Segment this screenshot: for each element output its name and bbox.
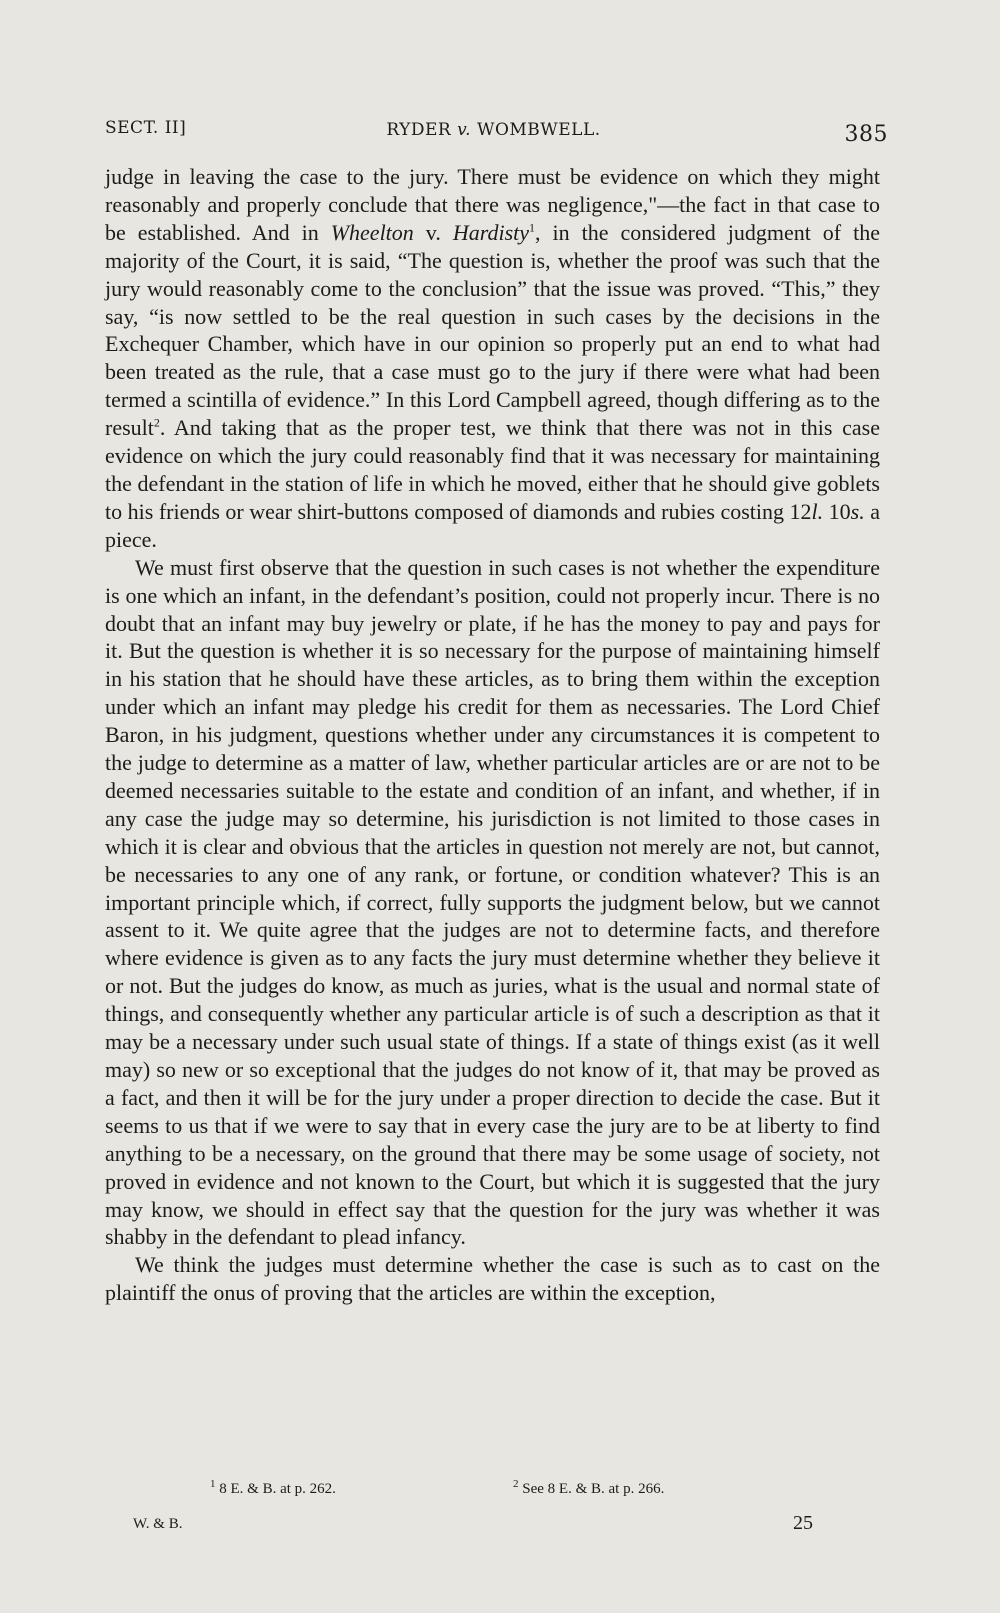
shillings-abbrev: s. <box>850 498 865 524</box>
footnote-2-mark: 2 <box>513 1478 519 1490</box>
paragraph-1 <box>105 163 880 554</box>
p1-versus: v. <box>413 219 453 245</box>
signature-folio: 25 <box>793 1512 813 1534</box>
section-label: SECT. II] <box>105 118 187 138</box>
p1-text-e: a piece. <box>105 498 880 552</box>
case-name-wheelton: Wheelton <box>330 219 414 245</box>
footnote-1-text: 8 E. & B. at p. 262. <box>215 1481 336 1497</box>
p1-text-a: judge in leaving the case to the jury. There must be evidence on which they might reasonably and properly conclude that there was negligence,"—the fact in that case to be established. And in <box>105 164 880 245</box>
footnote-ref-2[interactable]: 2 <box>153 415 160 430</box>
p1-text-d: 10 <box>823 498 851 524</box>
pounds-abbrev: l. <box>811 498 824 524</box>
title-versus: v. <box>457 120 472 140</box>
printer-signature: W. & B. <box>133 1516 183 1532</box>
paragraph-2: We must first observe that the question in such cases is not whether the expenditure is one which an infant, in the defendant’s position, could not properly incur. There is no doubt that an infant may buy jewelry or plate, if he has the money to pay and pays for it. But the question is whether it is so necessary for the purpose of maintaining himself in his station that he should have these articles, as to bring them within the exception under which an infant may pledge his credit for them as necessaries. The Lord Chief Baron, in his judgment, questions whether under any circumstances it is competent to the judge to determine as a matter of law, whether particular articles are or are not to be deemed necessaries suitable to the estate and condition of an infant, and whether, if in any case the judge may so determine, his jurisdiction is not limited to those cases in which it is clear and obvious that the articles in question not merely are not, but cannot, be necessaries to any one of any rank, or fortune, or condition whatever? This is an important principle which, if correct, fully supports the judgment below, but we cannot assent to it. We quite agree that the judges are not to determine facts, and therefore where evidence is given as to any facts the jury must determine whether they believe it or not. But the judges do know, as much as juries, what is the usual and normal state of things, and consequently whether any particular article is of such a description as that it may be a necessary under such usual state of things. If a state of things exist (as it well may) so new or so exceptional that the judges do not know of it, that may be proved as a fact, and then it will be for the jury under a proper direction to decide the case. But it seems to us that if we were to say that in every case the jury are to be at liberty to find anything to be a necessary, on the ground that there may be some usage of society, not proved in evidence and not known to the Court, but which it is suggested that the jury may know, we should in effect say that the question for the jury was whether it was shabby in the defendant to plead infancy. <box>105 554 880 1250</box>
running-title <box>105 120 882 140</box>
footnote-ref-1[interactable]: 1 <box>529 220 536 235</box>
footnote-2-text: See 8 E. & B. at p. 266. <box>518 1481 665 1497</box>
title-plaintiff: RYDER <box>386 120 452 140</box>
p1-text-b: , in the considered judgment of the majority of the Court, it is said, “The question is, whether the proof was such that the jury would reasonably come to the conclusion” that the issue was proved. “This,” they say, “is now settled to be the real question in such cases by the decisions in the Exchequer Chamber, which have in our opinion so properly put an end to what had been treated as the rule, that a case must go to the jury if there were what had been termed a scintilla of evidence.” In this Lord Campbell agreed, though differing as to the result <box>105 219 880 441</box>
case-name-hardisty: Hardisty <box>452 219 530 245</box>
footnote-1-mark: 1 <box>210 1478 216 1490</box>
title-defendant: WOMBWELL. <box>476 120 601 140</box>
footnote-2 <box>513 1478 664 1498</box>
p1-text-c: . And taking that as the proper test, we think that there was not in this case evidence on which the jury could reasonably find that it was necessary for maintaining the defendant in the station of life in which he moved, either that he should give goblets to his friends or wear shirt-buttons composed of diamonds and rubies costing 12 <box>105 415 880 524</box>
running-header <box>105 112 888 147</box>
footnote-1 <box>210 1478 336 1498</box>
page-number: 385 <box>844 122 888 147</box>
paragraph-3: We think the judges must determine whether the case is such as to cast on the plaintiff the onus of proving that the articles are within the exception, <box>105 1252 880 1306</box>
body-text <box>105 163 880 1307</box>
